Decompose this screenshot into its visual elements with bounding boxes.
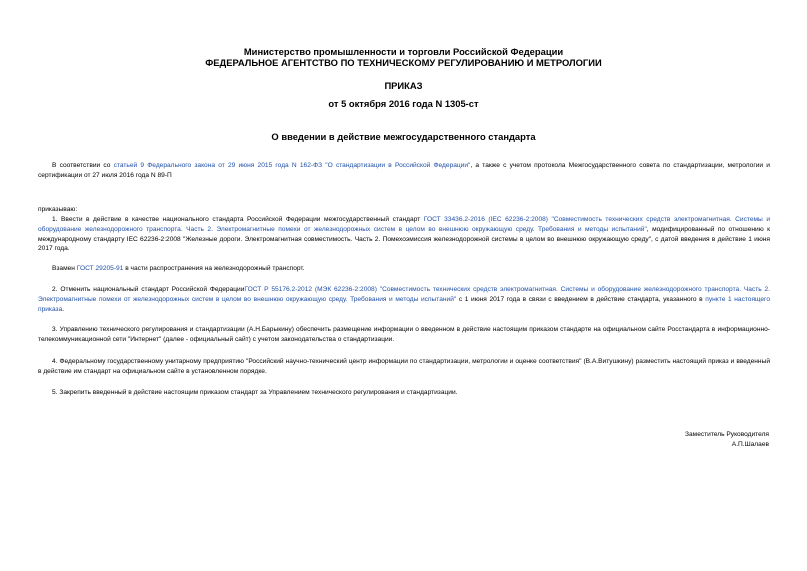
order-item-1 [38, 215, 770, 254]
order-word: приказываю: [38, 206, 78, 213]
item-2-text-rest: с 1 июня 2017 года в связи с введением в действие стандарта, указанного в [456, 295, 706, 303]
document-date-number: от 5 октября 2016 года N 1305-ст [328, 98, 479, 109]
ministry-heading: Министерство промышленности и торговли Российской Федерации [243, 46, 564, 57]
item-2-text: 2. Отменить национальный стандарт Российской Федерации [52, 286, 245, 293]
gost-33436-link[interactable]: ГОСТ 33436.2-2016 (IEC 62236-2:2008) "Совместимость технических средств электромагнитная. Системы и оборудование железнодорожного транспорта. Часть 2. Электромагнитные помехи от железнодорожных систем в целом во внешнюю окружающую среду. Требования и методы испытаний" [38, 216, 771, 233]
document-subject: О введении в действие межгосударственного стандарта [271, 131, 536, 142]
order-item-2 [38, 285, 770, 314]
signatory-name: А.П.Шалаев [731, 441, 769, 448]
signatory-title: Заместитель Руководителя [685, 431, 769, 438]
preamble-text-rest: , а также с учетом протокола Межгосударственного совета по стандартизации, метрологии и сертификации от 27 июля 2016 года N 89-П [38, 162, 770, 179]
order-item-4: 4. Федеральному государственному унитарному предприятию "Российский научно-технический центр информации по стандартизации, метрологии и оценке соответствия" (В.А.Витушкину) разместить настоящий приказ и введенный в действие им стандарт на официальном сайте в установленном порядке. [38, 358, 770, 375]
replacement-text-rest: в части распространения на железнодорожный транспорт. [123, 265, 305, 272]
item-1-text: 1. Ввести в действие в качестве национального стандарта Российской Федерации межгосударственный стандарт [52, 216, 424, 223]
document-type: ПРИКАЗ [384, 80, 423, 91]
gost-r-55176-link[interactable]: ГОСТ Р 55176.2-2012 (МЭК 62236-2:2008) "Совместимость технических средств электромагнитная. Системы и оборудование железнодорожного транспорта. Часть 2. Электромагнитные помехи от железнодорожных систем в целом во внешнюю окружающую среду. Требования и методы испытаний" [38, 286, 771, 303]
item-1-reference-link[interactable]: пункте 1 настоящего приказа [38, 295, 770, 313]
replacement-paragraph [38, 264, 770, 274]
agency-heading: ФЕДЕРАЛЬНОЕ АГЕНТСТВО ПО ТЕХНИЧЕСКОМУ РЕГУЛИРОВАНИЮ И МЕТРОЛОГИИ [205, 57, 602, 68]
order-item-5: 5. Закрепить введенный в действие настоящим приказом стандарт за Управлением технического регулирования и стандартизации. [52, 389, 458, 396]
order-item-3: 3. Управлению технического регулирования и стандартизации (А.Н.Барыкину) обеспечить размещение информации о введенном в действие настоящим приказом стандарте на официальном сайте Росстандарта в информационно-телекоммуникационной сети "Интернет" (далее - официальный сайт) с учетом законодательства о стандартизации. [38, 326, 770, 343]
gost-29205-link[interactable]: ГОСТ 29205-91 [76, 265, 124, 272]
item-2-text-end: . [62, 305, 65, 313]
preamble-paragraph [38, 161, 770, 181]
preamble-text: В соответствии со [52, 162, 114, 169]
law-article-link[interactable]: статьей 9 Федерального закона от 29 июня 2015 года N 162-ФЗ "О стандартизации в Российской Федерации" [113, 162, 471, 169]
item-1-text-rest: , модифицированный по отношению к международному стандарту IEC 62236-2:2008 "Железные дороги. Электромагнитная совместимость. Часть 2. Помехоэмиссия железнодорожной системы в целом во внешнюю окружающую среду", с датой введения в действие 1 июня 2017 года. [38, 225, 770, 253]
replacement-text: Взамен [52, 265, 77, 272]
